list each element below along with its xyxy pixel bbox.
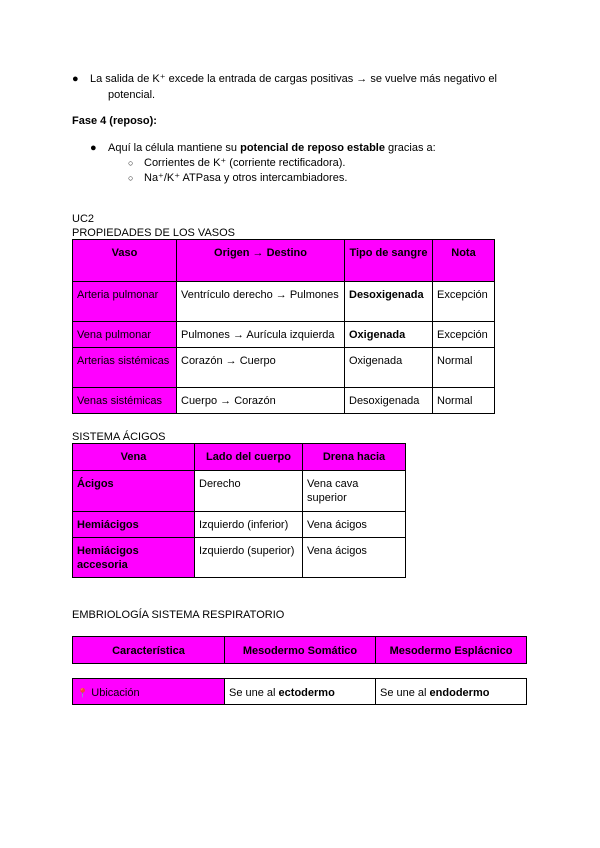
header-esplacnico: Mesodermo Esplácnico (376, 637, 527, 664)
circle-bullet-icon: ○ (128, 158, 134, 168)
table-row: Hemiácigos Izquierdo (inferior) Vena ácigos (73, 512, 406, 538)
phase-title: Fase 4 (reposo): (72, 115, 157, 127)
uc2-title: PROPIEDADES DE LOS VASOS (72, 227, 236, 239)
vessels-table (72, 239, 495, 414)
sub-bullet-2: ○ Na⁺/K⁺ ATPasa y otros intercambiadores. (128, 172, 348, 184)
header-nota: Nota (433, 240, 495, 282)
acigos-table (72, 443, 406, 578)
circle-bullet-icon: ○ (128, 173, 134, 183)
table-row: 📍 Ubicación Se une al ectodermo Se une al endodermo (73, 679, 527, 705)
table-row: Hemiácigos accesoria Izquierdo (superior) Vena ácigos (73, 538, 406, 578)
table-row: Vena pulmonar Pulmones → Aurícula izquierda Oxigenada Excepción (73, 322, 495, 348)
uc2-label: UC2 (72, 213, 95, 225)
bullet-2: ● Aquí la célula mantiene su potencial de reposo estable gracias a: (90, 142, 436, 154)
table-row: Arteria pulmonar Ventrículo derecho → Pulmones Desoxigenada Excepción (73, 282, 495, 322)
table-row: Ácigos Derecho Vena cava superior (73, 471, 406, 512)
header-lado: Lado del cuerpo (195, 444, 303, 471)
embrio-title: EMBRIOLOGÍA SISTEMA RESPIRATORIO (72, 609, 285, 621)
bullet-dot: ● (72, 73, 79, 85)
header-vaso: Vaso (73, 240, 177, 282)
header-caracteristica: Característica (73, 637, 225, 664)
header-somatico: Mesodermo Somático (225, 637, 376, 664)
pin-icon: 📍 (77, 687, 89, 698)
embrio-header-table (72, 636, 527, 664)
embrio-row-table (72, 678, 527, 705)
table-row: Arterias sistémicas Corazón → Cuerpo Oxigenada Normal (73, 348, 495, 388)
header-origen: Origen → Destino (177, 240, 345, 282)
bullet-1: ● La salida de K⁺ excede la entrada de cargas positivas → se vuelve más negativo el (72, 73, 497, 85)
bullet-1-cont: potencial. (108, 89, 156, 101)
sub-bullet-1: ○ Corrientes de K⁺ (corriente rectificadora). (128, 157, 346, 169)
table-row: Venas sistémicas Cuerpo → Corazón Desoxigenada Normal (73, 388, 495, 414)
bullet-dot: ● (90, 142, 97, 154)
header-drena: Drena hacia (303, 444, 406, 471)
header-tipo: Tipo de sangre (345, 240, 433, 282)
acigos-title: SISTEMA ÁCIGOS (72, 431, 166, 443)
header-vena: Vena (73, 444, 195, 471)
